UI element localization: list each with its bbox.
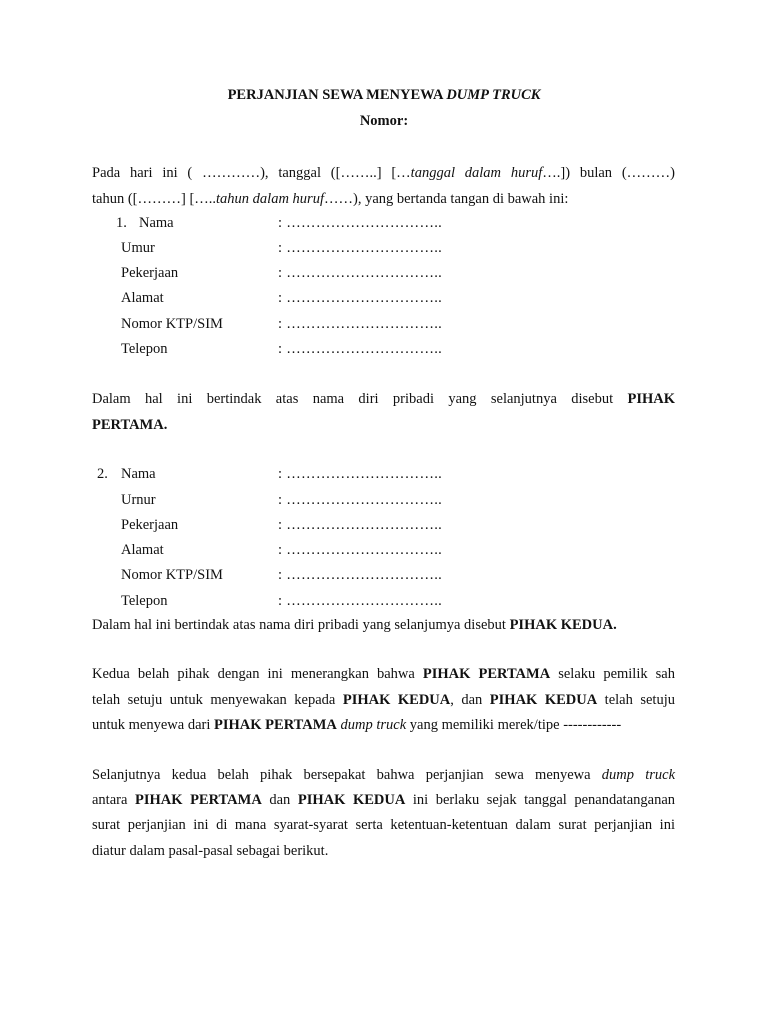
list-number: 2.	[97, 466, 108, 482]
para-2-line-4: diatur dalam pasal-pasal sebagai berikut.	[92, 843, 329, 859]
title-text: PERJANJIAN SEWA MENYEWA	[227, 87, 447, 103]
party-1-statement-line-1	[92, 389, 675, 409]
field-label: Telepon	[121, 341, 168, 357]
field-value: : …………………………..	[278, 215, 443, 231]
party-name: PERTAMA.	[92, 417, 168, 433]
para-2-line-2	[92, 790, 675, 810]
intro-text: tahun ([………] […..	[92, 191, 217, 207]
field-label: Pekerjaan	[121, 265, 179, 281]
title-italic-text: DUMP TRUCK	[446, 87, 541, 103]
party-1-statement-line-2	[92, 415, 675, 435]
intro-text: ….]) bulan (………)	[542, 165, 676, 181]
para-text: untuk menyewa dari	[92, 717, 215, 733]
para-text: yang memiliki merek/tipe ------------	[406, 717, 622, 733]
field-value: : …………………………..	[278, 466, 443, 482]
field-label: Nama	[139, 215, 174, 231]
field-value: : …………………………..	[278, 240, 443, 256]
field-label: Urnur	[121, 492, 156, 508]
list-number: 1.	[116, 215, 127, 231]
party-2-statement	[92, 615, 675, 635]
field-label: Nomor KTP/SIM	[121, 567, 223, 583]
party-name: PIHAK PERTAMA	[422, 666, 551, 682]
field-value: : …………………………..	[278, 316, 443, 332]
field-label: Nama	[121, 466, 156, 482]
para-text: ini berlaku sejak tanggal penandatanganan	[405, 792, 676, 808]
field-label: Nomor KTP/SIM	[121, 316, 223, 332]
intro-line-2	[92, 189, 675, 209]
field-value: : …………………………..	[278, 341, 443, 357]
party-name: PIHAK KEDUA	[297, 792, 406, 808]
para-text: Selanjutnya kedua belah pihak bersepakat bahwa perjanjian sewa menyewa	[92, 767, 602, 783]
field-value: : …………………………..	[278, 492, 443, 508]
field-value: : …………………………..	[278, 517, 443, 533]
party-name: PIHAK PERTAMA	[134, 792, 262, 808]
field-value: : …………………………..	[278, 593, 443, 609]
para-text: dan	[261, 792, 298, 808]
statement-text: Dalam hal ini bertindak atas nama diri pribadi yang selanjumya disebut	[92, 617, 510, 633]
field-label: Pekerjaan	[121, 517, 179, 533]
statement-text: Dalam hal ini bertindak atas nama diri pribadi yang selanjutnya disebut	[92, 391, 628, 407]
field-label: Alamat	[121, 290, 164, 306]
field-value: : …………………………..	[278, 290, 443, 306]
para-2-line-1	[92, 765, 675, 785]
para-text: Kedua belah pihak dengan ini menerangkan bahwa	[92, 666, 423, 682]
intro-text: ……), yang bertanda tangan di bawah ini:	[323, 191, 569, 207]
para-italic: dump truck	[601, 767, 676, 783]
party-name: PIHAK	[627, 391, 675, 407]
field-label: Alamat	[121, 542, 164, 558]
para-1-line-3	[92, 715, 675, 735]
intro-line-1	[92, 163, 675, 183]
party-name: PIHAK PERTAMA	[214, 717, 337, 733]
para-1-line-1	[92, 664, 675, 684]
field-label: Telepon	[121, 593, 168, 609]
para-text: , dan	[450, 692, 490, 708]
field-value: : …………………………..	[278, 265, 443, 281]
intro-italic: tanggal dalam huruf	[410, 165, 543, 181]
para-1-line-2	[92, 690, 675, 710]
para-text: telah setuju untuk menyewakan kepada	[92, 692, 343, 708]
para-text: selaku pemilik sah	[550, 666, 675, 682]
intro-italic: tahun dalam huruf	[216, 191, 324, 207]
intro-text: Pada hari ini ( …………), tanggal ([……..] […	[92, 165, 411, 181]
field-value: : …………………………..	[278, 542, 443, 558]
document-title	[0, 87, 768, 104]
para-italic: dump truck	[340, 717, 407, 733]
document-number-label: Nomor:	[359, 113, 409, 129]
party-name: PIHAK KEDUA	[489, 692, 598, 708]
para-2-line-3: surat perjanjian ini di mana syarat-syarat serta ketentuan-ketentuan dalam surat perjanjian ini	[92, 817, 675, 833]
para-text: antara	[92, 792, 135, 808]
para-text: telah setuju	[597, 692, 675, 708]
field-label: Umur	[121, 240, 155, 256]
party-name: PIHAK KEDUA.	[509, 617, 617, 633]
field-value: : …………………………..	[278, 567, 443, 583]
party-name: PIHAK KEDUA	[342, 692, 451, 708]
